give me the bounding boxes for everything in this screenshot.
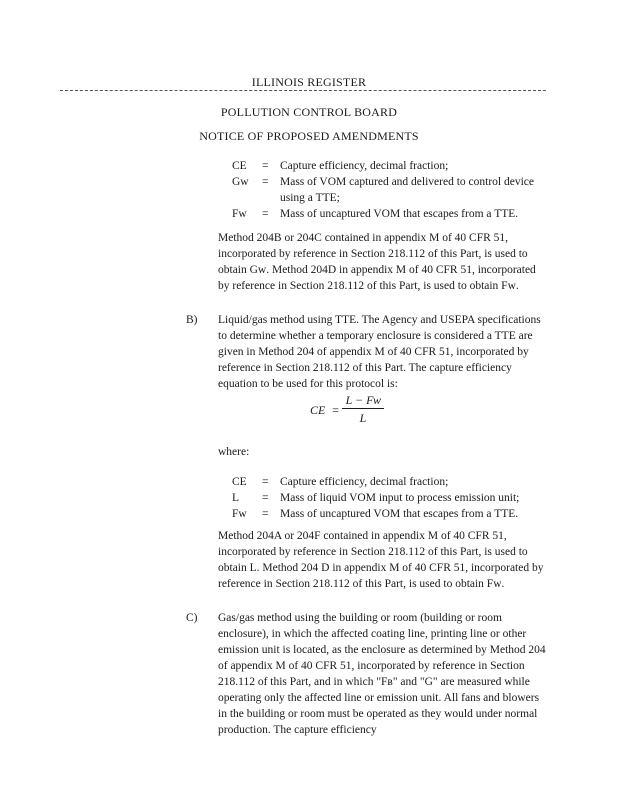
item-b-text: Liquid/gas method using TTE. The Agency and USEPA specifications to determine whether a temporary enclosure is considered a TTE are given in Method 204 of appendix M of 40 CFR 51, incorporated by reference in Section 218.112 of this Part. The capture efficiency equation to be used for this protocol is: <box>218 314 541 390</box>
item-b <box>186 312 548 392</box>
board-heading: POLLUTION CONTROL BOARD <box>220 105 398 119</box>
notice-heading: NOTICE OF PROPOSED AMENDMENTS <box>199 129 419 143</box>
item-c <box>186 610 548 738</box>
fraction-bar <box>342 408 384 409</box>
definition-equals: = <box>262 160 269 172</box>
definition-text: Mass of uncaptured VOM that escapes from a TTE. <box>280 208 519 220</box>
paragraph-method-204a: Method 204A or 204F contained in appendix M of 40 CFR 51, incorporated by reference in Section 218.112 of this Part, is used to obtain L. Method 204 D in appendix M of 40 CFR 51, incorporated by reference in Section 218.112 of this Part, is used to obtain Fᴡ. <box>218 530 544 590</box>
definition-row <box>232 174 552 206</box>
formula-lhs <box>310 402 339 418</box>
definition-text: Capture efficiency, decimal fraction; <box>280 160 449 172</box>
where-label: where: <box>218 446 250 458</box>
numerator-operator: − <box>355 393 364 407</box>
definitions-top <box>232 158 552 222</box>
item-b-label: B) <box>186 314 198 326</box>
definition-symbol: L <box>232 492 240 504</box>
definition-symbol: CE <box>232 476 247 488</box>
definition-text: Mass of uncaptured VOM that escapes from a TTE. <box>280 508 519 520</box>
definition-text: Capture efficiency, decimal fraction; <box>280 476 449 488</box>
register-title: ILLINOIS REGISTER <box>251 75 367 89</box>
capture-efficiency-formula <box>310 392 400 432</box>
header-rule <box>60 90 546 91</box>
definition-equals: = <box>262 476 269 488</box>
formula-denominator: L <box>359 411 367 425</box>
definition-row <box>232 506 552 522</box>
item-c-text: Gas/gas method using the building or room (building or room enclosure), in which the affected coating line, printing line or other emission unit is located, as the enclosure as determined by Method 204 of appendix M of 40 CFR 51, incorporated by reference in Section 218.112 of this Part, and in which "Fʙ" and "G" are measured while operating only the affected line or emission unit. All fans and blowers in the building or room must be operated as they would under normal production. The capture efficiency <box>218 612 546 736</box>
definition-equals: = <box>262 176 269 188</box>
definition-symbol: Fᴡ <box>232 208 247 220</box>
paragraph-method-204b: Method 204B or 204C contained in appendix M of 40 CFR 51, incorporated by reference in Section 218.112 of this Part, is used to obtain Gᴡ. Method 204D in appendix M of 40 CFR 51, incorporated by reference in Section 218.112 of this Part, is used to obtain Fᴡ. <box>218 232 536 292</box>
definition-equals: = <box>262 492 269 504</box>
definitions-bottom <box>232 474 552 522</box>
item-c-label: C) <box>186 612 198 624</box>
formula-lhs-symbol: CE <box>310 403 326 417</box>
definition-equals: = <box>262 208 269 220</box>
numerator-left: L <box>345 393 353 407</box>
definition-row <box>232 158 552 174</box>
definition-symbol: Fᴡ <box>232 508 247 520</box>
definition-text: Mass of liquid VOM input to process emission unit; <box>280 492 520 504</box>
definition-row <box>232 490 552 506</box>
formula-numerator <box>342 392 384 408</box>
definition-row <box>232 206 552 222</box>
numerator-right: Fᴡ <box>366 393 381 407</box>
definition-text: Mass of VOM captured and delivered to control device using a TTE; <box>280 176 534 204</box>
definition-equals: = <box>262 508 269 520</box>
definition-row <box>232 474 552 490</box>
formula-equals: = <box>331 403 340 417</box>
definition-symbol: CE <box>232 160 247 172</box>
definition-symbol: Gᴡ <box>232 176 249 188</box>
